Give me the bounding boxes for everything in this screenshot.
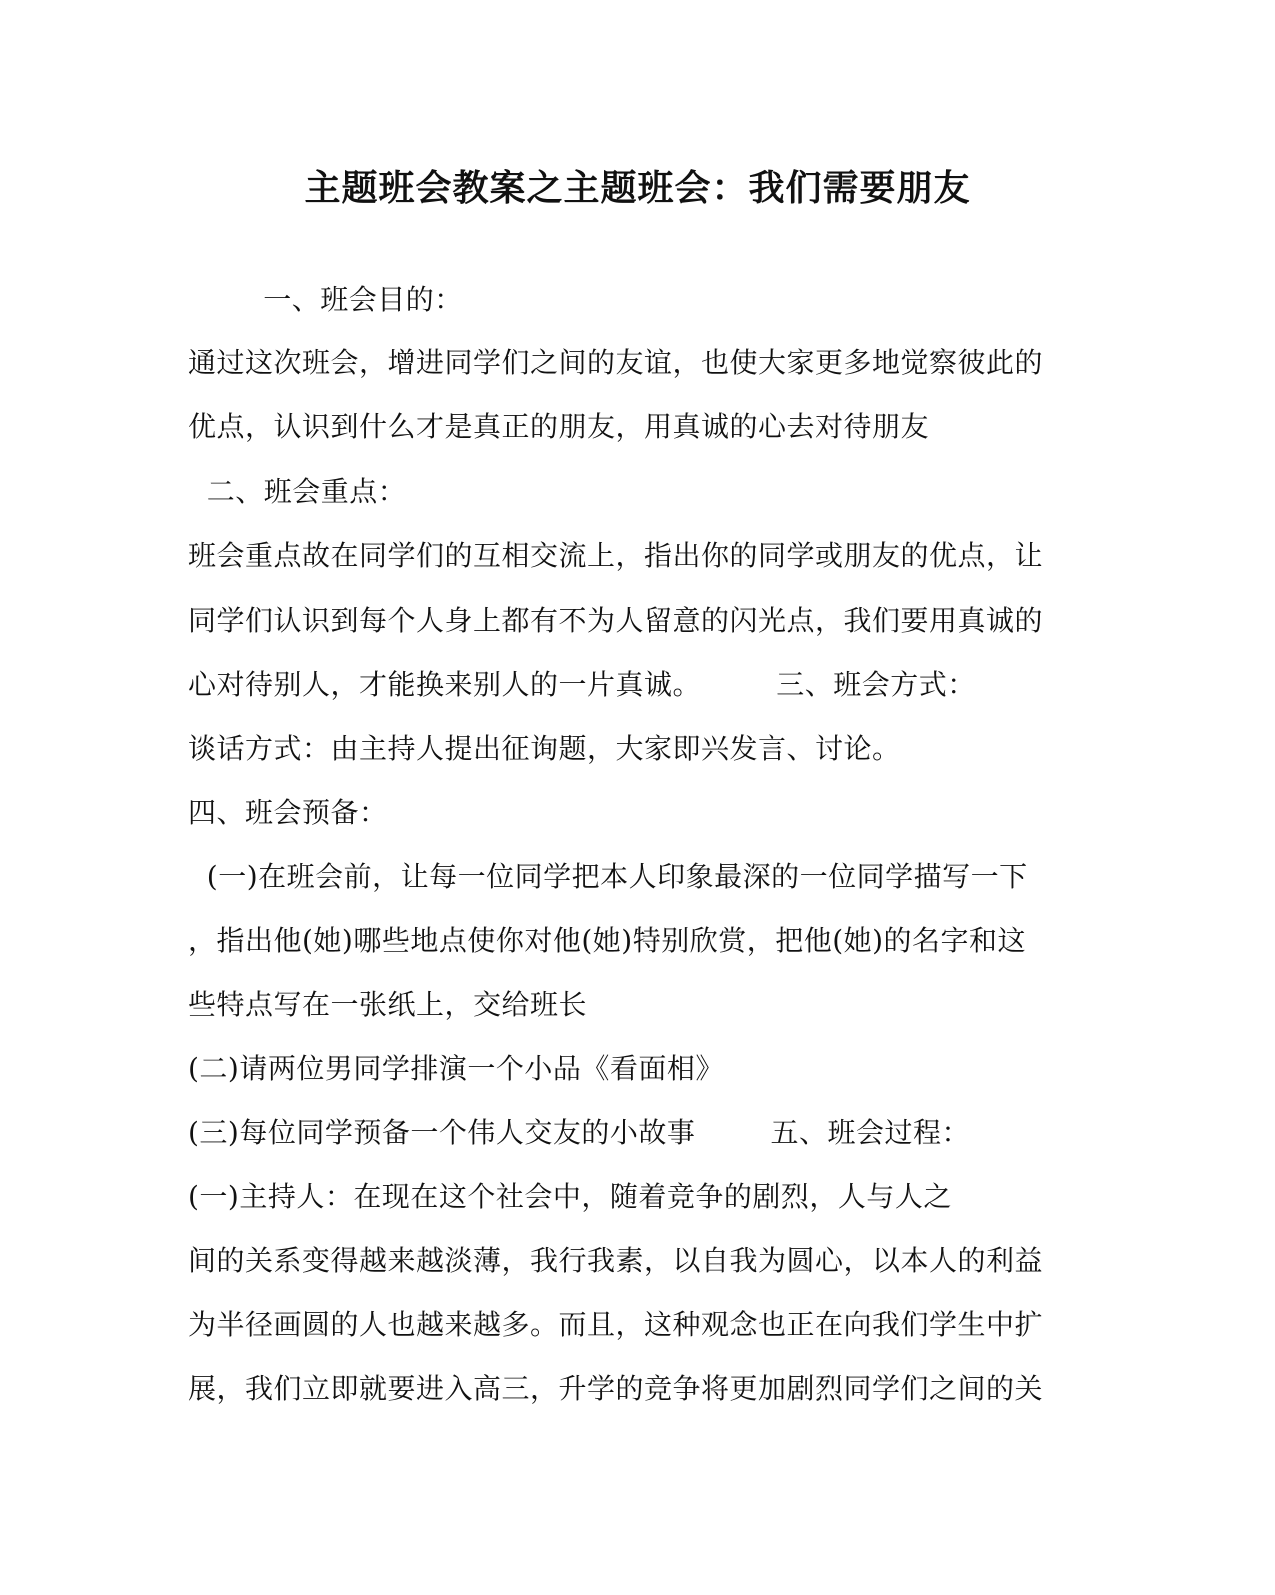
paragraph-line: ，指出他(她)哪些地点使你对他(她)特别欣赏，把他(她)的名字和这 — [188, 924, 1027, 957]
paragraph-line: 优点，认识到什么才是真正的朋友，用真诚的心去对待朋友 — [188, 410, 930, 443]
paragraph-line: 谈话方式：由主持人提出征询题，大家即兴发言、讨论。 — [188, 732, 901, 765]
section-heading-preparation: 四、班会预备： — [188, 796, 388, 829]
paragraph-line: 间的关系变得越来越淡薄，我行我素，以自我为圆心，以本人的利益 — [188, 1244, 1044, 1277]
paragraph-line: (一)主持人：在现在这个社会中，随着竞争的剧烈，人与人之 — [188, 1180, 952, 1213]
paragraph-line: (二)请两位男同学排演一个小品《看面相》 — [188, 1052, 724, 1085]
paragraph-line: 同学们认识到每个人身上都有不为人留意的闪光点，我们要用真诚的 — [188, 604, 1044, 637]
paragraph-line: 些特点写在一张纸上，交给班长 — [188, 988, 588, 1021]
paragraph-line: (一)在班会前，让每一位同学把本人印象最深的一位同学描写一下 — [188, 860, 1028, 893]
section-heading-purpose: 一、班会目的： — [188, 283, 463, 316]
section-heading-focus: 二、班会重点： — [188, 475, 407, 508]
paragraph-line: 心对待别人，才能换来别人的一片真诚。 三、班会方式： — [188, 668, 976, 701]
paragraph-line: (三)每位同学预备一个伟人交友的小故事 五、班会过程： — [188, 1116, 971, 1149]
paragraph-line: 为半径画圆的人也越来越多。而且，这种观念也正在向我们学生中扩 — [188, 1308, 1044, 1341]
paragraph-line: 展，我们立即就要进入高三，升学的竞争将更加剧烈同学们之间的关 — [188, 1372, 1044, 1405]
paragraph-line: 通过这次班会，增进同学们之间的友谊，也使大家更多地觉察彼此的 — [188, 346, 1044, 379]
paragraph-line: 班会重点故在同学们的互相交流上，指出你的同学或朋友的优点，让 — [188, 539, 1044, 572]
document-title: 主题班会教案之主题班会：我们需要朋友 — [304, 167, 971, 209]
